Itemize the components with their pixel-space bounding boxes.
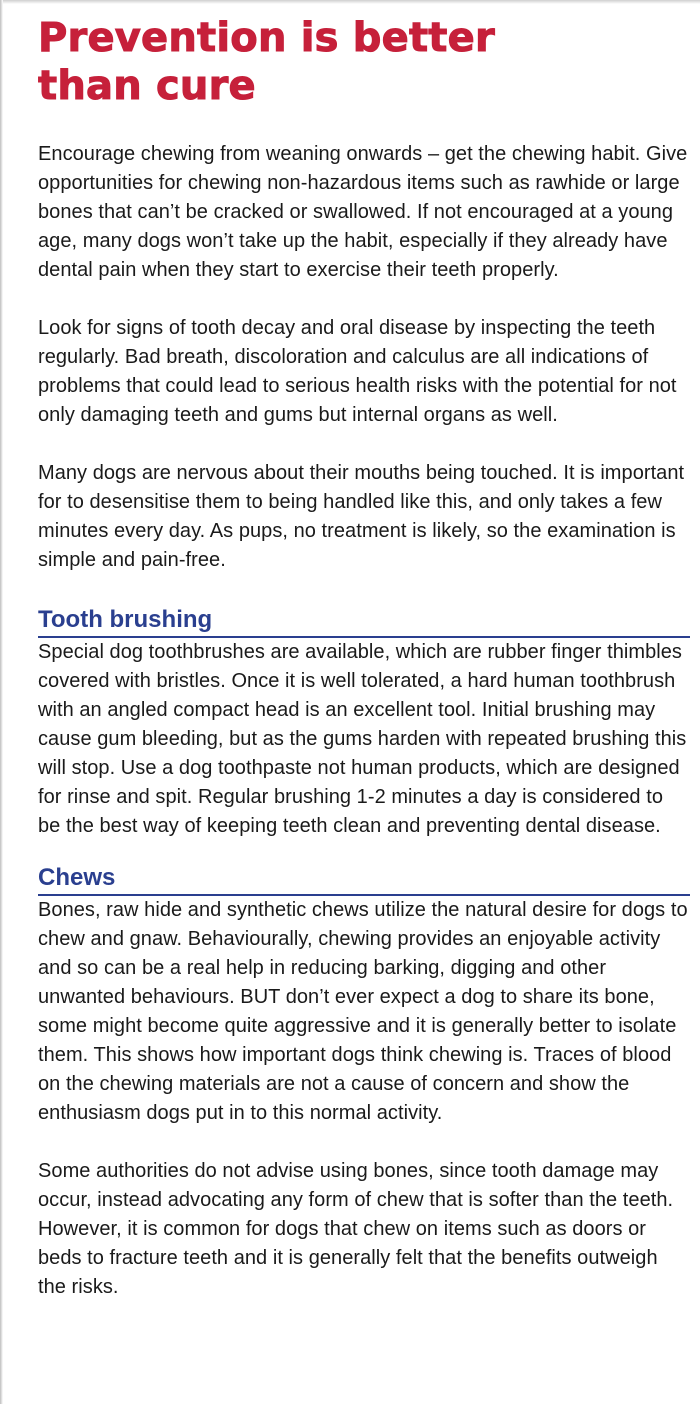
page-title: Prevention is better than cure bbox=[38, 15, 495, 109]
intro-paragraph-chewing-habit: Encourage chewing from weaning onwards – get the chewing habit. Give opportunities for chewing non-hazardous items such as rawhide or large bones that can’t be cracked or swallowed. If not encouraged at a young age, many dogs won’t take up the habit, especially if they already have dental pain when they start to exercise their teeth properly. bbox=[38, 143, 688, 281]
tooth-brushing-paragraph: Special dog toothbrushes are available, which are rubber finger thimbles covered with bristles. Once it is well tolerated, a hard human toothbrush with an angled compact head is an excellent tool. Initial brushing may cause gum bleeding, but as the gums harden with repeated brushing this will stop. Use a dog toothpaste not human products, which are designed for rinse and spit. Regular brushing 1-2 minutes a day is considered to be the best way of keeping teeth clean and preventing dental disease. bbox=[38, 641, 687, 837]
intro-paragraph-tooth-decay: Look for signs of tooth decay and oral disease by inspecting the teeth regularly. Bad breath, discoloration and calculus are all indications of problems that could lead to serious health risks with the potential for not only damaging teeth and gums but internal organs as well. bbox=[38, 317, 677, 426]
chews-paragraph-behaviour: Bones, raw hide and synthetic chews utilize the natural desire for dogs to chew and gnaw. Behaviourally, chewing provides an enjoyable activity and so can be a real help in reducing barking, digging and other unwanted behaviours. BUT don’t ever expect a dog to share its bone, some might become quite aggressive and it is generally better to isolate them. This shows how important dogs think chewing is. Traces of blood on the chewing materials are not a cause of concern and show the enthusiasm dogs put in to this normal activity. bbox=[38, 899, 688, 1124]
scan-edge-top bbox=[0, 0, 700, 4]
chews-paragraph-authorities: Some authorities do not advise using bones, since tooth damage may occur, instead advocating any form of chew that is softer than the teeth. However, it is common for dogs that chew on items such as doors or beds to fracture teeth and it is generally felt that the benefits outweigh the risks. bbox=[38, 1160, 674, 1298]
intro-section bbox=[38, 140, 690, 575]
scan-edge-left bbox=[0, 0, 3, 1404]
section-heading-chews: Chews bbox=[38, 863, 690, 896]
section-tooth-brushing bbox=[38, 605, 690, 841]
section-heading-tooth-brushing: Tooth brushing bbox=[38, 605, 690, 638]
article bbox=[38, 14, 690, 1302]
section-chews bbox=[38, 863, 690, 1302]
intro-paragraph-desensitise: Many dogs are nervous about their mouths being touched. It is important for to desensitise them to being handled like this, and only takes a few minutes every day. As pups, no treatment is likely, so the examination is simple and pain-free. bbox=[38, 462, 685, 571]
